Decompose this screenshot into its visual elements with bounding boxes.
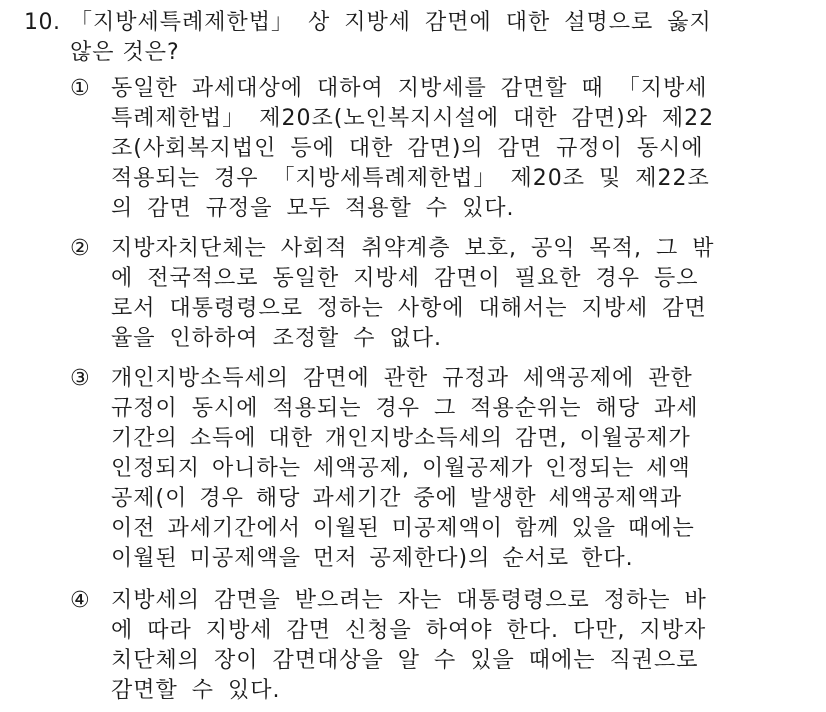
option-line: 이월된 미공제액을 먼저 공제한다)의 순서로 한다. — [111, 546, 634, 571]
option-line: 이전 과세기간에서 이월된 미공제액이 함께 있을 때에는 — [111, 516, 695, 541]
option-text — [111, 234, 801, 354]
option-line: 적용되는 경우 「지방세특례제한법」 제20조 및 제22조 — [111, 166, 710, 191]
option-text — [111, 586, 801, 706]
stem-line: 않은 것은? — [70, 40, 180, 65]
option-line: 에 따라 지방세 감면 신청을 하여야 한다. 다만, 지방자 — [111, 618, 707, 643]
option-line: 감면할 수 있다. — [111, 678, 281, 703]
option-text — [111, 74, 801, 224]
option-line: 규정이 동시에 적용되는 경우 그 적용순위는 해당 과세 — [111, 396, 699, 421]
option-line: 인정되지 아니하는 세액공제, 이월공제가 인정되는 세액 — [111, 456, 691, 481]
question-number: 10. — [24, 10, 61, 35]
option-line: 지방자치단체는 사회적 취약계층 보호, 공익 목적, 그 밖 — [111, 236, 715, 261]
option-line: 동일한 과세대상에 대하여 지방세를 감면할 때 「지방세 — [111, 76, 708, 101]
question-stem — [70, 8, 790, 68]
option-text — [111, 364, 801, 574]
option-line: 치단체의 장이 감면대상을 알 수 있을 때에는 직권으로 — [111, 648, 699, 673]
option-line: 에 전국적으로 동일한 지방세 감면이 필요한 경우 등으 — [111, 266, 699, 291]
option-line: 기간의 소득에 대한 개인지방소득세의 감면, 이월공제가 — [111, 426, 691, 451]
option-line: 공제(이 경우 해당 과세기간 중에 발생한 세액공제액과 — [111, 486, 683, 511]
option-line: 율을 인하하여 조정할 수 없다. — [111, 326, 442, 351]
option-marker: ② — [70, 236, 91, 261]
option-line: 지방세의 감면을 받으려는 자는 대통령령으로 정하는 바 — [111, 588, 707, 613]
option-line: 로서 대통령령으로 정하는 사항에 대해서는 지방세 감면 — [111, 296, 707, 321]
option-line: 조(사회복지법인 등에 대한 감면)의 감면 규정이 동시에 — [111, 136, 704, 161]
option-marker: ① — [70, 76, 91, 101]
option-line: 특례제한법」 제20조(노인복지시설에 대한 감면)와 제22 — [111, 106, 715, 131]
option-line: 개인지방소득세의 감면에 관한 규정과 세액공제에 관한 — [111, 366, 693, 391]
option-line: 의 감면 규정을 모두 적용할 수 있다. — [111, 196, 515, 221]
option-marker: ③ — [70, 366, 91, 391]
option-marker: ④ — [70, 588, 91, 613]
stem-line: 「지방세특례제한법」 상 지방세 감면에 대한 설명으로 옳지 — [70, 10, 712, 35]
